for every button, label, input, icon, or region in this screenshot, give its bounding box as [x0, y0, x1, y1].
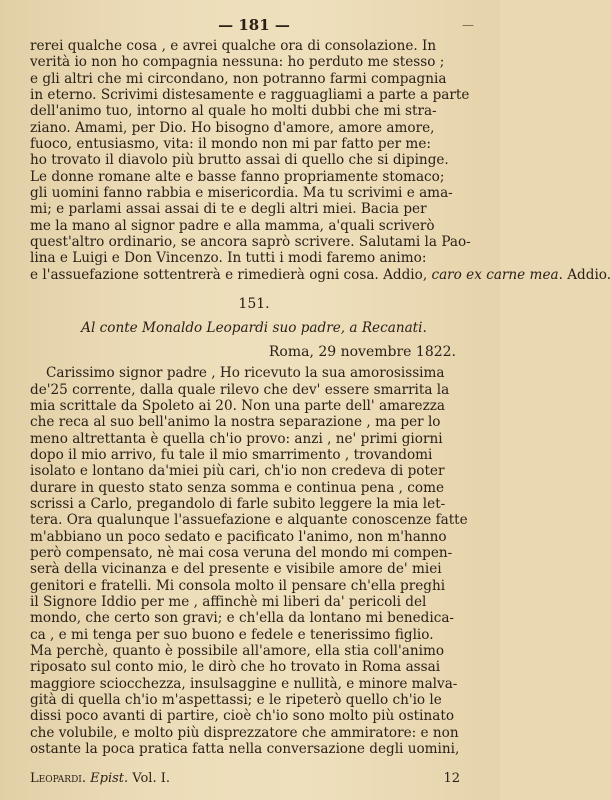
letter-body [30, 365, 478, 757]
page-footer [30, 770, 460, 788]
text-line: gli uomini fanno rabbia e misericordia. Ma tu scrivimi e ama- [30, 185, 453, 202]
paragraph-continuation [30, 38, 611, 283]
footer-signature [30, 770, 170, 788]
letter-number: 151. [238, 296, 270, 313]
text-line: Carissimo signor padre , Ho ricevuto la sua amorosissima [46, 365, 445, 382]
text-line: scrissi a Carlo, pregandolo di farle subito leggere la mia let- [30, 495, 446, 512]
corner-mark: — [462, 18, 474, 32]
text-line: dell'animo tuo, intorno al quale ho molti dubbi che mi stra- [30, 103, 437, 120]
latin-phrase: caro ex carne mea [427, 266, 559, 283]
text-line: quest'altro ordinario, se ancora saprò scrivere. Salutami la Pao- [30, 234, 471, 251]
text-line: che reca al suo bell'animo la nostra separazione , ma per lo [30, 414, 441, 431]
page-header [30, 14, 478, 36]
page-number: — 181 — [218, 16, 290, 34]
text-line: tera. Ora qualunque l'assuefazione e alquante conoscenze fatte [30, 512, 468, 529]
footer-author: Leopardi. [30, 771, 86, 786]
text-line: me la mano al signor padre e alla mamma, a'quali scriverò [30, 217, 435, 234]
text-line: durare in questo stato senza somma e continua pena , come [30, 479, 444, 496]
text-line: meno altrettanta è quella ch'io provo: anzi , ne' primi giorni [30, 430, 443, 447]
text-line: che volubile, e molto più disprezzatore che ammiratore: e non [30, 724, 459, 741]
text-line: mia scrittale da Spoleto ai 20. Non una parte dell' amarezza [30, 397, 446, 414]
text-line: e gli altri che mi circondano, non potranno farmi compagnia [30, 70, 447, 87]
text-line: gità di quella ch'io m'aspettassi; e le ripeterò quello ch'io le [30, 692, 442, 709]
footer-volume: Vol. I. [132, 771, 170, 786]
text-line: riposato sul conto mio, le dirò che ho trovato in Roma assai [30, 659, 441, 676]
text-line: fuoco, entusiasmo, vita: il mondo non mi par fatto per me: [30, 136, 431, 153]
text-line: però compensato, nè mai cosa veruna del mondo mi compen- [30, 544, 453, 561]
text-line: rerei qualche cosa , e avrei qualche ora di consolazione. In [30, 38, 437, 54]
text-line: mi; e parlami assai assai di te e degli altri miei. Bacia per [30, 201, 427, 218]
text-line: il Signore Iddio per me , affinchè mi liberi da' pericoli del [30, 593, 427, 610]
text-line: isolato e lontano da'miei più cari, ch'io non credeva di poter [30, 463, 445, 480]
text-line: Le donne romane alte e basse fanno propriamente stomaco; [30, 168, 445, 185]
text-line: genitori e fratelli. Mi consola molto il pensare ch'ella preghi [30, 577, 446, 594]
footer-gathering-number: 12 [443, 771, 460, 786]
text-line: dissi poco avanti di partire, cioè ch'io sono molto più ostinato [30, 708, 455, 725]
text-line: dopo il mio arrivo, fu tale il mio smarrimento , trovandomi [30, 446, 433, 463]
text-line: de'25 corrente, dalla quale rilevo che dev' essere smarrita la [30, 381, 450, 398]
text-line: m'abbiano un poco sedato e pacificato l'animo, non m'hanno [30, 528, 447, 545]
text-line: ca , e mi tenga per suo buono e fedele e tenerissimo figlio. [30, 626, 434, 643]
closing-text: . Addio. [558, 266, 611, 283]
text-line: ho trovato il diavolo più brutto assai di quello che si dipinge. [30, 152, 449, 169]
text-line: lina e Luigi e Don Vincenzo. In tutti i modi faremo animo: [30, 250, 427, 267]
text-line: ziano. Amami, per Dio. Ho bisogno d'amore, amore amore, [30, 119, 435, 136]
footer-work: Epist. [90, 771, 129, 786]
text-line: in eterno. Scrivimi distesamente e ragguagliami a parte a parte [30, 87, 470, 104]
text-line: mondo, che certo son gravi; e ch'ella da lontano mi benedica- [30, 610, 455, 627]
text-line: serà della vicinanza e del presente e visibile amore de' miei [30, 561, 442, 578]
text-line: verità io non ho compagnia nessuna: ho perduto me stesso ; [30, 54, 445, 71]
text-line: maggiore sciocchezza, insulsaggine e nullità, e minore malva- [30, 675, 458, 692]
text-line: e l'assuefazione sottentrerà e rimedierà ogni cosa. Addio, caro ex carne mea. Addio. [30, 266, 611, 283]
text-line: Ma perchè, quanto è possibile all'amore, ella stia coll'animo [30, 643, 445, 659]
text-line: ostante la poca pratica fatta nella conversazione degli uomini, [30, 741, 460, 758]
letter-dateline: Roma, 29 novembre 1822. [268, 344, 456, 361]
letter-recipient: Al conte Monaldo Leopardi suo padre, a Recanati. [81, 320, 427, 337]
